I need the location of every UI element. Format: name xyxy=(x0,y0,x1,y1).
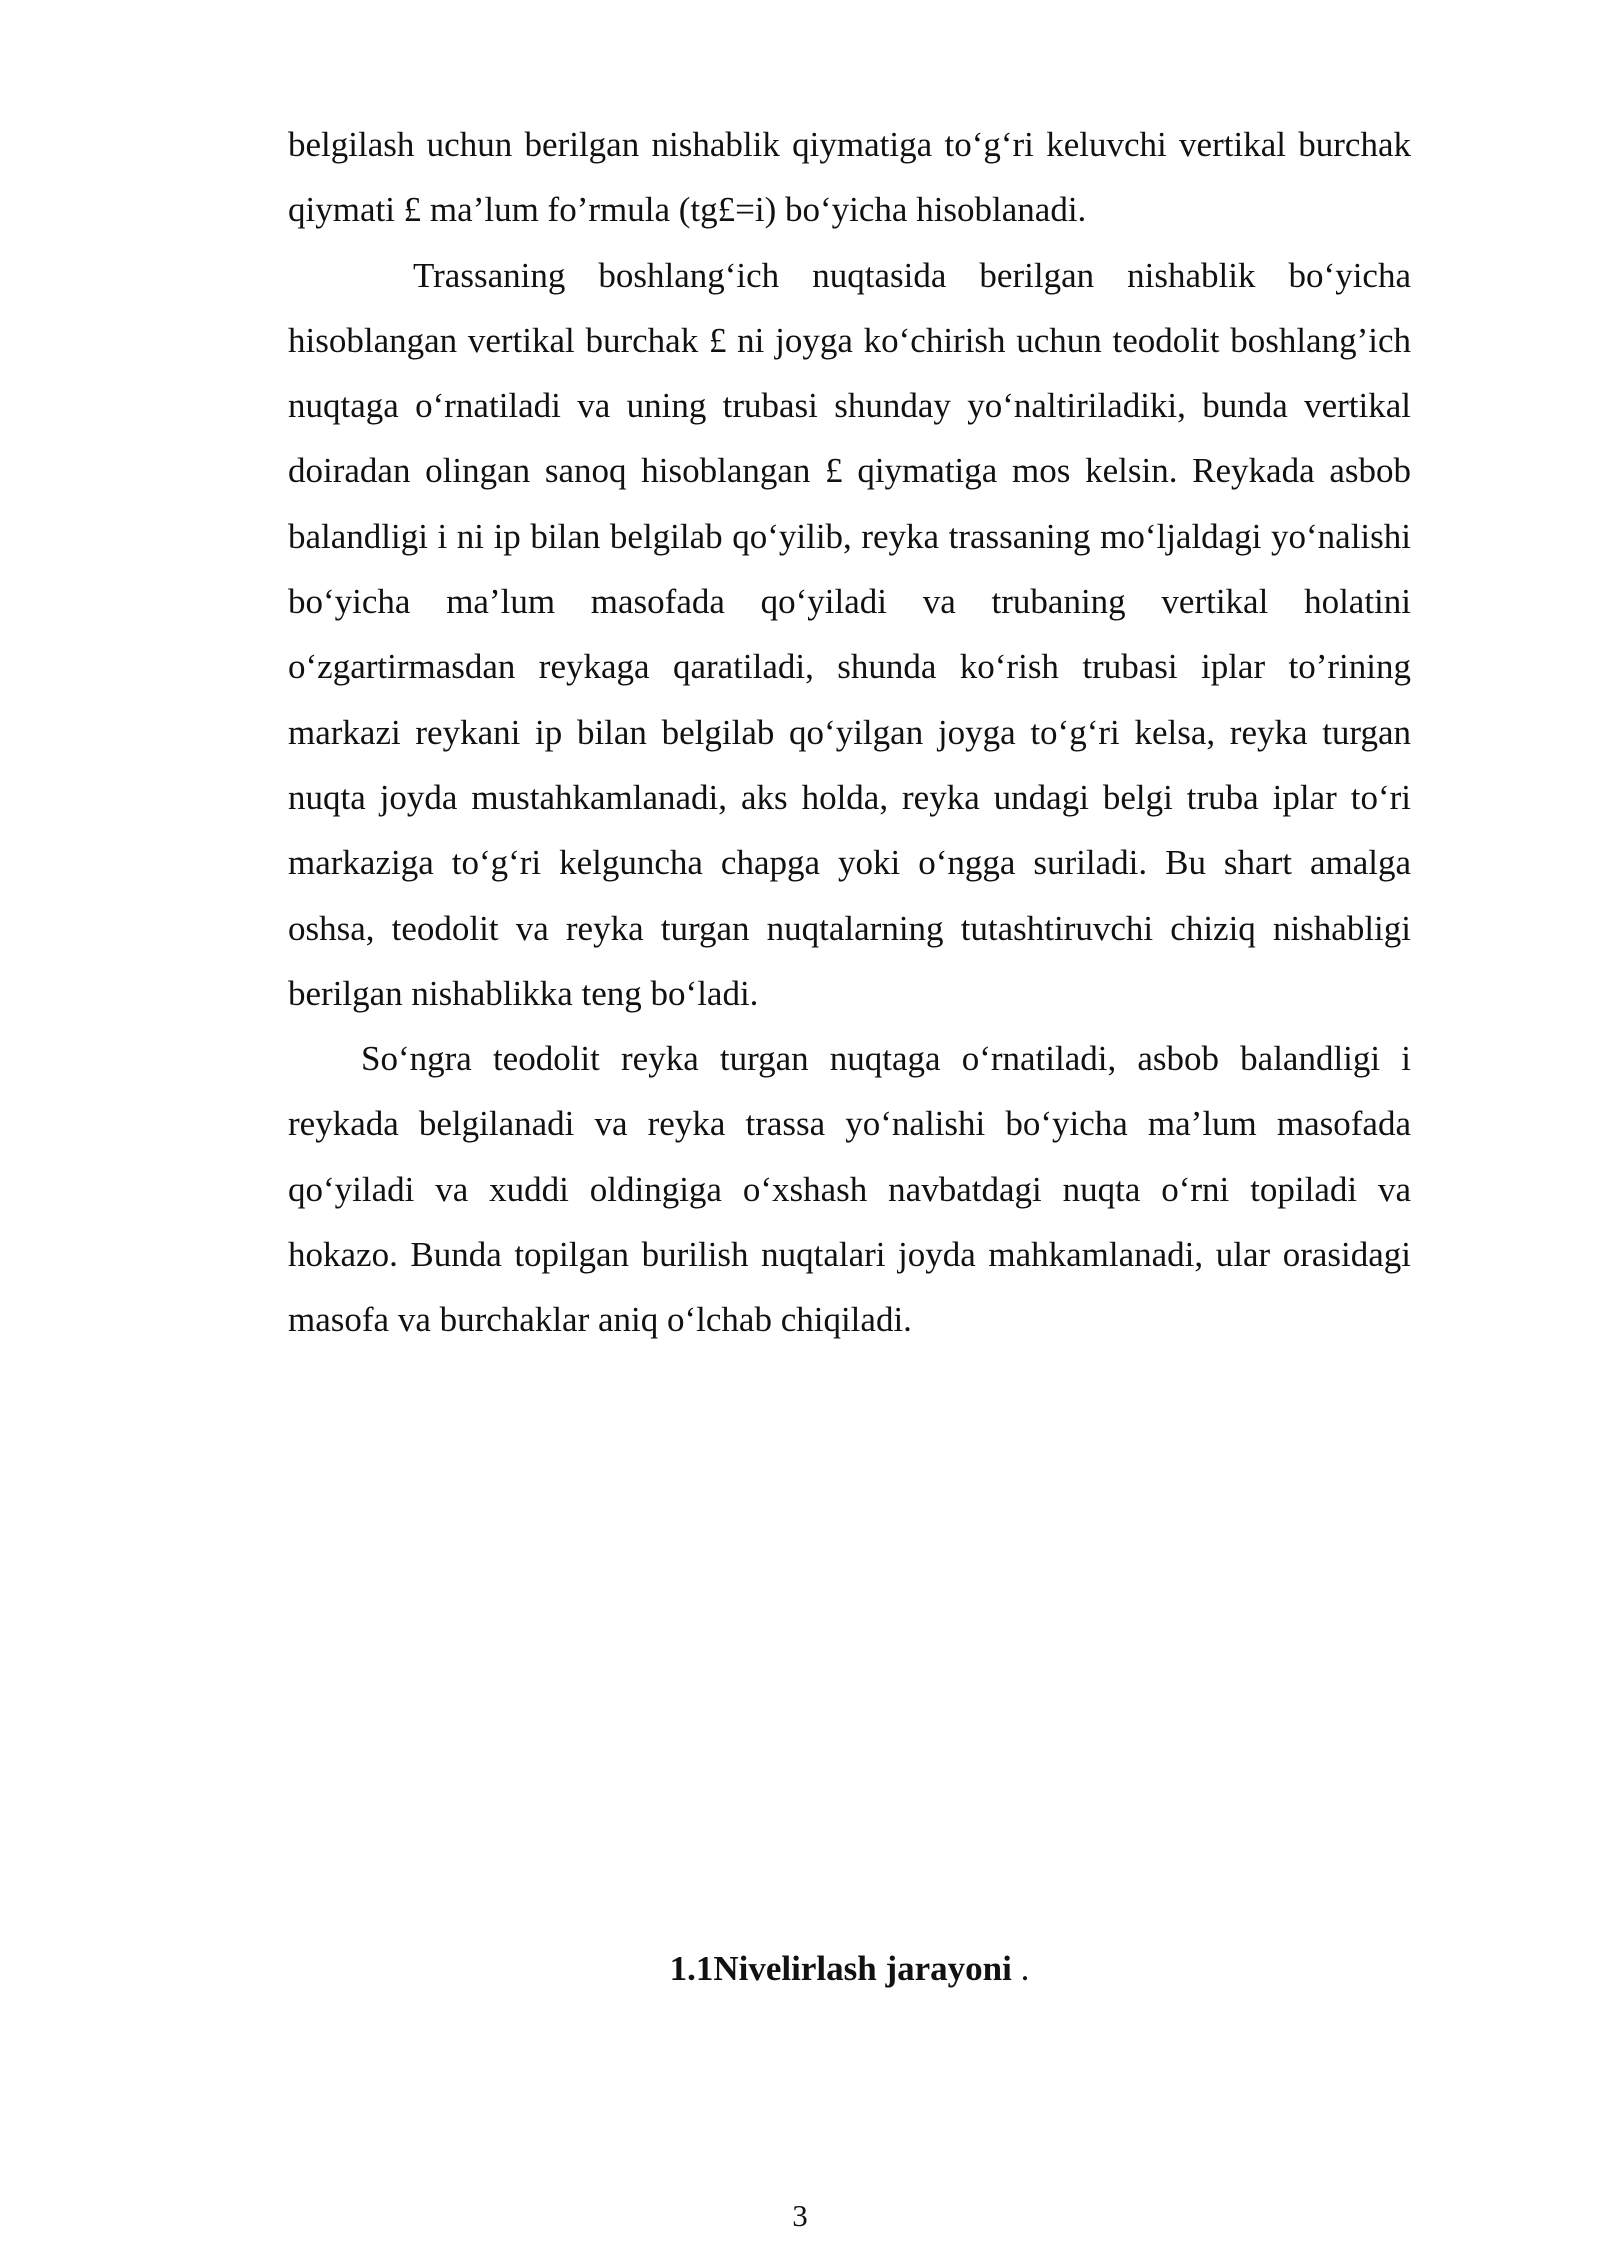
section-heading-suffix: . xyxy=(1011,1949,1030,1988)
paragraph-1: belgilash uchun berilgan nishablik qiymatiga to‘g‘ri keluvchi vertikal burchak qiymati £ ma’lum fo’rmula (tg£=i) bo‘yicha hisoblanadi. xyxy=(288,125,1411,230)
paragraph-2: Trassaning boshlang‘ich nuqtasida berilgan nishablik bo‘yicha hisoblangan vertikal burchak £ ni joyga ko‘chirish uchun teodolit boshlang’ich nuqtaga o‘rnatiladi va uning trubasi shunday yo‘naltiriladiki, bunda vertikal doiradan olingan sanoq hisoblangan £ qiymatiga mos kelsin. Reykada asbob balandligi i ni ip bilan belgilab qo‘yilib, reyka trassaning mo‘ljaldagi yo‘nalishi bo‘yicha ma’lum masofada qo‘yiladi va trubaning vertikal holatini o‘zgartirmasdan reykaga qaratiladi, shunda ko‘rish trubasi iplar to’rining markazi reykani ip bilan belgilab qo‘yilgan joyga to‘g‘ri kelsa, reyka turgan nuqta joyda mustahkamlanadi, aks holda, reyka undagi belgi truba iplar to‘ri markaziga to‘g‘ri kelguncha chapga yoki o‘ngga suriladi. Bu shart amalga oshsa, teodolit va reyka turgan nuqtalarning tutashtiruvchi chiziq nishabligi berilgan nishablikka teng bo‘ladi. xyxy=(288,255,1411,1013)
section-heading-title: 1.1Nivelirlash jarayoni xyxy=(669,1949,1012,1988)
body-text xyxy=(288,112,1411,1353)
page-number: 3 xyxy=(792,2198,808,2233)
paragraph-3: So‘ngra teodolit reyka turgan nuqtaga o‘rnatiladi, asbob balandligi i reykada belgilanadi va reyka trassa yo‘nalishi bo‘yicha ma’lum masofada qo‘yiladi va xuddi oldingiga o‘xshash navbatdagi nuqta o‘rni topiladi va hokazo. Bunda topilgan burilish nuqtalari joyda mahkamlanadi, ular orasidagi masofa va burchaklar aniq o‘lchab chiqiladi. xyxy=(288,1039,1411,1340)
section-heading xyxy=(288,1944,1411,1994)
